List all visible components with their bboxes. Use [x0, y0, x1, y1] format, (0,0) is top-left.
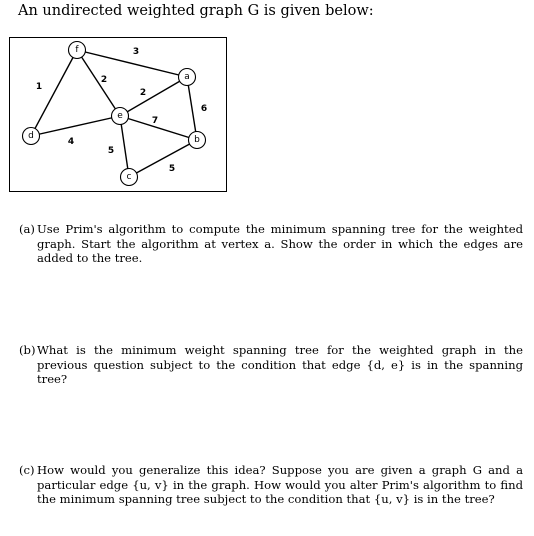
weight-c-b: 5: [168, 164, 176, 174]
weight-a-b: 6: [200, 104, 208, 114]
intro-text: An undirected weighted graph G is given below:: [18, 3, 374, 19]
edge-f-d: [31, 50, 77, 136]
question-a: [19, 222, 523, 266]
weight-f-e: 2: [100, 75, 108, 85]
node-label-a: a: [184, 72, 190, 82]
node-label-f: f: [75, 45, 79, 55]
question-a-text: Use Prim's algorithm to compute the minimum spanning tree for the weighted graph. Start the algorithm at vertex a. Show the order in which the edges are added to the tree.: [37, 222, 523, 265]
edge-c-b: [129, 140, 197, 177]
question-c-label: (c): [19, 463, 35, 477]
weight-e-c: 5: [107, 146, 115, 156]
node-label-c: c: [126, 172, 132, 182]
weight-f-d: 1: [35, 82, 43, 92]
edge-f-e: [77, 50, 120, 116]
edge-d-e: [31, 116, 120, 136]
question-a-label: (a): [19, 222, 35, 236]
weight-d-e: 4: [67, 137, 75, 147]
edge-a-b: [187, 77, 197, 140]
question-b-label: (b): [19, 343, 36, 357]
graph-diagram: [10, 38, 226, 191]
graph-figure: [9, 37, 227, 192]
question-b-text: What is the minimum weight spanning tree for the weighted graph in the previous question subject to the condition that edge {d, e} is in the spanning tree?: [37, 343, 523, 386]
weight-e-b: 7: [151, 116, 159, 126]
node-label-d: d: [28, 131, 34, 141]
question-b: [19, 343, 523, 387]
question-c: [19, 463, 523, 507]
question-c-text: How would you generalize this idea? Suppose you are given a graph G and a particular edge {u, v} in the graph. How would you alter Prim's algorithm to find the minimum spanning tree subject to the condition that {u, v} is in the tree?: [37, 463, 523, 506]
weight-e-a: 2: [139, 88, 147, 98]
node-label-e: e: [117, 111, 123, 121]
edge-e-a: [120, 77, 187, 116]
node-label-b: b: [194, 135, 200, 145]
edge-e-c: [120, 116, 129, 177]
weight-f-a: 3: [132, 47, 140, 57]
edge-e-b: [120, 116, 197, 140]
